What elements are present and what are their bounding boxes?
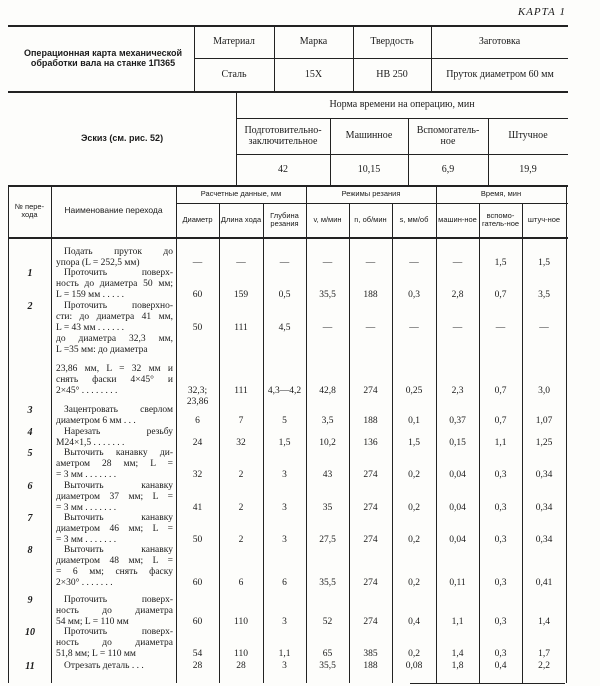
column-divider xyxy=(51,185,52,683)
diameter-value: — xyxy=(192,258,203,268)
step-description-line: 2×30° . . . . . . . xyxy=(56,578,113,588)
step-number: 2 xyxy=(27,301,33,312)
machine-time-value: 0,37 xyxy=(449,416,466,426)
spindle-speed-value: 274 xyxy=(363,617,378,627)
step-description-line: сти: до диаметра 41 мм, xyxy=(56,312,173,322)
diameter-value: 24 xyxy=(192,438,203,448)
diameter-value: 54 xyxy=(192,649,203,659)
step-description-line: снять фаски 4×45° и xyxy=(56,375,173,385)
aux-time-value: 0,7 xyxy=(494,416,507,426)
cutting-speed-value: 27,5 xyxy=(319,535,336,545)
machine-time-value: 1,4 xyxy=(451,649,464,659)
stroke-length-value: 32 xyxy=(236,438,246,448)
aux-time-value: 6,9 xyxy=(441,163,455,175)
time-group-header: Время, мин xyxy=(480,188,522,198)
machine-time-value: — xyxy=(452,323,463,333)
column-divider xyxy=(8,185,9,683)
stroke-length-value: 2 xyxy=(238,503,244,513)
step-description-line: = 6 мм; снять фаску xyxy=(56,567,173,577)
aux-time-value: 0,3 xyxy=(494,617,507,627)
step-number: 11 xyxy=(25,661,35,672)
aux-time-value: — xyxy=(495,323,506,333)
prep-time-label: Подготовительно-заключительное xyxy=(244,124,322,147)
step-description-line: Проточить поверхно- xyxy=(64,301,173,311)
step-description-line: 54 мм; L = 110 мм xyxy=(56,617,129,627)
cutting-speed-value: 52 xyxy=(322,617,333,627)
machine-time-value: 0,15 xyxy=(449,438,466,448)
cut-depth-value: 0,5 xyxy=(278,290,291,300)
diameter-value: 41 xyxy=(192,503,203,513)
cut-depth-value: 5 xyxy=(282,416,287,426)
stroke-length-value: 111 xyxy=(234,323,248,333)
spindle-speed-value: 274 xyxy=(363,535,378,545)
cutting-speed-value: 35,5 xyxy=(319,661,336,671)
spindle-speed-value: 188 xyxy=(363,290,378,300)
feed-value: 0,2 xyxy=(408,503,420,513)
cut-depth-value: 3 xyxy=(282,617,287,627)
aux-time-value: 0,7 xyxy=(494,290,507,300)
stroke-length-value: 7 xyxy=(238,416,244,426)
step-description-line: L =35 мм: до диаметра xyxy=(56,345,148,355)
cutting-speed-value: 35 xyxy=(322,503,333,513)
machine-time-value: 0,04 xyxy=(449,503,466,513)
step-number: 8 xyxy=(27,545,33,556)
step-description-line: диаметром 37 мм; L = xyxy=(56,492,173,502)
step-description-line: Выточить канавку ди- xyxy=(64,448,173,458)
prep-time-value: 42 xyxy=(278,163,288,175)
piece-time-value: 0,41 xyxy=(535,578,553,588)
cut-depth-value: — xyxy=(279,258,290,268)
step-description-line: = 3 мм . . . . . . . xyxy=(56,470,117,480)
blank-value: Пруток диаметром 60 мм xyxy=(446,68,554,80)
cut-depth-value: 3 xyxy=(282,661,287,671)
piece-time-value: 0,34 xyxy=(535,470,553,480)
aux-time-value: 0,3 xyxy=(494,503,507,513)
step-number: 10 xyxy=(25,627,35,638)
step-number: 7 xyxy=(27,513,33,524)
feed-value: 0,3 xyxy=(408,290,420,300)
step-description-line: диаметром 46 мм; L = xyxy=(56,524,173,534)
machine-time-value: — xyxy=(452,258,463,268)
piece-time-value: 1,7 xyxy=(538,649,550,659)
step-number-header: № пере-хода xyxy=(14,201,45,219)
diameter-value: 32 xyxy=(192,470,203,480)
step-description-line: 23,86 мм, L = 32 мм и xyxy=(56,364,173,374)
cut-depth-value: 3 xyxy=(282,470,287,480)
stroke-length-value: 2 xyxy=(238,535,244,545)
aux-time-header: вспомо-гатель-ное xyxy=(481,210,520,228)
step-description-line: Нарезать резьбу xyxy=(64,427,173,437)
piece-time-value: 0,34 xyxy=(535,535,553,545)
piece-time-value: 3,0 xyxy=(538,386,550,396)
step-description-line: = 3 мм . . . . . . . xyxy=(56,503,117,513)
step-description-line: ность до диаметра xyxy=(56,638,173,648)
cutting-speed-value: — xyxy=(322,323,333,333)
piece-time-header: штуч-ное xyxy=(527,214,561,224)
feed-value: 0,2 xyxy=(408,578,420,588)
feed-value: 0,1 xyxy=(408,416,420,426)
piece-time-value: 2,2 xyxy=(538,661,550,671)
diameter-value: 60 xyxy=(192,617,203,627)
aux-time-value: 0,4 xyxy=(494,661,507,671)
machine-time-value: 2,8 xyxy=(451,290,464,300)
diameter-value: 60 xyxy=(192,578,203,588)
machine-time-value: 0,04 xyxy=(449,535,466,545)
feed-header: s, мм/об xyxy=(399,214,429,224)
step-description-line: Проточить поверх- xyxy=(64,627,173,637)
cutting-speed-value: 35,5 xyxy=(319,578,336,588)
step-description-line: = 3 мм . . . . . . . xyxy=(56,535,117,545)
aux-time-value: 0,3 xyxy=(494,535,507,545)
step-description-line: до диаметра 32,3 мм, xyxy=(56,334,173,344)
step-description-line: Выточить канавку xyxy=(64,513,173,523)
machine-time-value: 1,8 xyxy=(451,661,464,671)
feed-value: 0,4 xyxy=(408,617,420,627)
step-description-line: Зацентровать сверлом xyxy=(64,405,173,415)
aux-time-value: 0,7 xyxy=(494,386,507,396)
piece-time-value: 0,34 xyxy=(535,503,553,513)
card-title: Операционная карта механической обработки вала на станке 1П365 xyxy=(24,47,182,68)
step-description-line: диаметром 48 мм; L = xyxy=(56,556,173,566)
cutting-speed-value: 42,8 xyxy=(319,386,336,396)
hardness-value: НВ 250 xyxy=(376,68,408,80)
spindle-speed-header: n, об/мин xyxy=(354,214,387,224)
cutting-speed-value: — xyxy=(322,258,333,268)
step-description-line: Проточить поверх- xyxy=(64,268,173,278)
material-label: Материал xyxy=(213,35,255,47)
step-number: 5 xyxy=(27,448,33,459)
step-description-line: 51,8 мм; L = 110 мм xyxy=(56,649,136,659)
step-description-line: Проточить поверх- xyxy=(64,595,173,605)
cut-depth-header: Глубина резания xyxy=(270,210,299,228)
feed-value: 0,2 xyxy=(408,535,420,545)
step-description-line: ность до диаметра 50 мм; xyxy=(56,279,173,289)
hardness-label: Твердость xyxy=(370,35,414,47)
spindle-speed-value: 188 xyxy=(363,661,378,671)
sketch-reference: Эскиз (см. рис. 52) xyxy=(80,132,164,143)
cut-depth-value: 1,1 xyxy=(278,649,291,659)
spindle-speed-value: — xyxy=(365,258,376,268)
spindle-speed-value: 274 xyxy=(363,578,378,588)
diameter-value: 60 xyxy=(192,290,203,300)
cutting-speed-value: 10,2 xyxy=(319,438,336,448)
blank-label: Заготовка xyxy=(478,35,521,47)
machine-time-header: машин-ное xyxy=(438,214,477,224)
spindle-speed-value: 188 xyxy=(363,416,378,426)
machine-time-value: 0,11 xyxy=(449,578,466,588)
piece-time-value: 3,5 xyxy=(538,290,550,300)
diameter-value: 50 xyxy=(192,535,203,545)
cutting-speed-value: 3,5 xyxy=(321,416,334,426)
step-number: 1 xyxy=(27,268,33,279)
step-number: 6 xyxy=(27,481,33,492)
divider xyxy=(8,237,568,239)
cut-depth-value: 1,5 xyxy=(278,438,291,448)
material-value: Сталь xyxy=(221,68,247,80)
diameter-value: 32,3; 23,86 xyxy=(186,386,209,407)
stroke-length-value: 159 xyxy=(233,290,249,300)
step-description-line: Выточить канавку xyxy=(64,481,173,491)
column-divider xyxy=(566,185,567,683)
stroke-length-value: 6 xyxy=(238,578,244,588)
spindle-speed-value: 274 xyxy=(363,503,378,513)
step-number: 9 xyxy=(27,595,33,606)
cut-depth-value: 3 xyxy=(282,503,287,513)
step-description-line: L = 159 мм . . . . . xyxy=(56,290,124,300)
machine-time-value: 1,1 xyxy=(451,617,464,627)
piece-time-value: 19,9 xyxy=(519,163,537,175)
step-description-line: упора (L = 252,5 мм) xyxy=(56,258,140,268)
cut-depth-value: 4,3—4,2 xyxy=(267,386,302,396)
aux-time-value: 0,3 xyxy=(494,649,507,659)
piece-time-value: 1,4 xyxy=(538,617,550,627)
step-description-line: Отрезать деталь . . . xyxy=(64,661,144,671)
aux-time-value: 0,3 xyxy=(494,578,507,588)
spindle-speed-value: 274 xyxy=(363,470,378,480)
divider xyxy=(410,683,565,684)
piece-time-value: 1,5 xyxy=(538,258,550,268)
card-label: КАРТА 1 xyxy=(517,6,566,18)
spindle-speed-value: 385 xyxy=(363,649,378,659)
piece-time-value: 1,07 xyxy=(535,416,553,426)
cutting-speed-value: 35,5 xyxy=(319,290,336,300)
grade-label: Марка xyxy=(299,35,328,47)
cut-depth-value: 3 xyxy=(282,535,287,545)
spindle-speed-value: 136 xyxy=(363,438,378,448)
calc-data-group-header: Расчетные данные, мм xyxy=(200,188,282,198)
feed-value: 0,08 xyxy=(405,661,423,671)
feed-value: 0,25 xyxy=(405,386,423,396)
spindle-speed-value: 274 xyxy=(363,386,378,396)
step-description-line: Выточить канавку xyxy=(64,545,173,555)
step-description-line: ность до диаметра xyxy=(56,606,173,616)
cut-depth-value: 4,5 xyxy=(278,323,291,333)
machine-time-value: 2,3 xyxy=(451,386,464,396)
piece-time-label: Штучное xyxy=(508,130,548,142)
norms-title: Норма времени на операцию, мин xyxy=(329,98,475,110)
piece-time-value: 1,25 xyxy=(535,438,553,448)
diameter-value: 6 xyxy=(195,416,200,426)
aux-time-value: 1,1 xyxy=(494,438,507,448)
stroke-length-value: 111 xyxy=(234,386,248,396)
stroke-length-value: 110 xyxy=(234,649,248,659)
step-number: 4 xyxy=(27,427,33,438)
diameter-value: 28 xyxy=(192,661,203,671)
step-description-line: M24×1,5 . . . . . . . xyxy=(56,438,125,448)
cut-depth-value: 6 xyxy=(282,578,287,588)
grade-value: 15Х xyxy=(304,68,323,80)
stroke-length-value: 2 xyxy=(238,470,244,480)
diameter-value: 50 xyxy=(192,323,203,333)
cutting-modes-group-header: Режимы резания xyxy=(341,188,401,198)
step-description-line: Подать пруток до xyxy=(64,247,173,257)
machine-time-value: 10,15 xyxy=(357,163,381,175)
step-description-line: диаметром 6 мм . . . xyxy=(56,416,136,426)
feed-value: 0,2 xyxy=(408,470,420,480)
step-name-header: Наименование перехода xyxy=(64,205,163,216)
machine-time-value: 0,04 xyxy=(449,470,466,480)
aux-time-value: 1,5 xyxy=(494,258,507,268)
feed-value: — xyxy=(409,258,419,268)
step-description-line: аметром 28 мм; L = xyxy=(56,459,173,469)
aux-time-value: 0,3 xyxy=(494,470,507,480)
feed-value: — xyxy=(409,323,419,333)
stroke-length-value: 28 xyxy=(236,661,246,671)
machine-time-label: Машинное xyxy=(345,130,393,142)
piece-time-value: — xyxy=(539,323,549,333)
feed-value: 1,5 xyxy=(408,438,420,448)
cutting-speed-value: 43 xyxy=(322,470,333,480)
step-description-line: L = 43 мм . . . . . . xyxy=(56,323,124,333)
stroke-length-header: Длина хода xyxy=(220,214,262,224)
step-description-line: 2×45° . . . . . . . . xyxy=(56,386,118,396)
cutting-speed-header: v, м/мин xyxy=(313,214,342,224)
stroke-length-value: 110 xyxy=(234,617,248,627)
stroke-length-value: — xyxy=(236,258,246,268)
diameter-header: Диаметр xyxy=(182,214,213,224)
feed-value: 0,2 xyxy=(408,649,420,659)
step-number: 3 xyxy=(27,405,33,416)
spindle-speed-value: — xyxy=(365,323,376,333)
cutting-speed-value: 65 xyxy=(322,649,333,659)
aux-time-label: Вспомогатель-ное xyxy=(416,124,480,147)
